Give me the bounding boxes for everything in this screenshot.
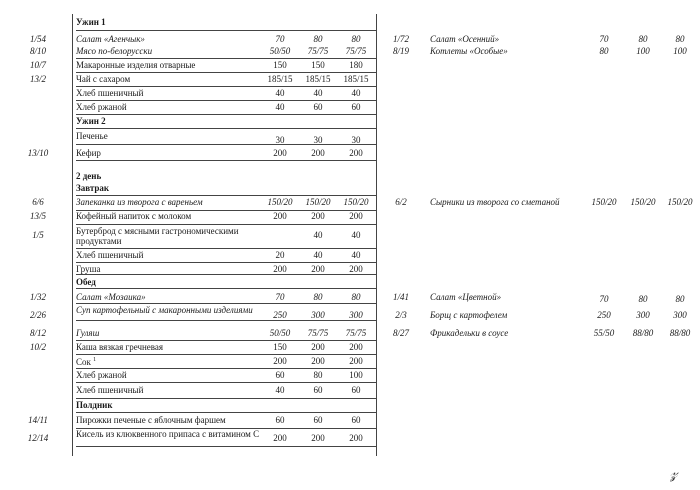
portion-value: 200 bbox=[311, 264, 325, 274]
alt-portion-value: 70 bbox=[599, 34, 609, 44]
recipe-code: 8/10 bbox=[29, 46, 46, 56]
portion-value: 70 bbox=[275, 292, 285, 302]
alt-dish-name: Салат «Цветной» bbox=[430, 292, 502, 302]
rule bbox=[76, 100, 376, 101]
portion-value: 250 bbox=[273, 310, 287, 320]
portion-value: 75/75 bbox=[345, 328, 367, 338]
recipe-code: 6/6 bbox=[32, 197, 44, 207]
alt-dish-name: Салат «Осенний» bbox=[430, 34, 500, 44]
alt-portion-value: 88/80 bbox=[632, 328, 654, 338]
alt-dish-name: Котлеты «Особые» bbox=[430, 46, 508, 56]
dish-name: Гуляш bbox=[76, 328, 100, 338]
portion-value: 60 bbox=[275, 370, 285, 380]
portion-value: 150 bbox=[311, 60, 325, 70]
alt-portion-value: 80 bbox=[638, 34, 648, 44]
rule bbox=[76, 160, 376, 161]
portion-value: 200 bbox=[273, 356, 287, 366]
portion-value: 30 bbox=[275, 135, 285, 145]
rule bbox=[76, 128, 376, 129]
portion-value: 100 bbox=[349, 370, 363, 380]
portion-value: 30 bbox=[351, 135, 361, 145]
portion-value: 200 bbox=[311, 148, 325, 158]
portion-value: 70 bbox=[275, 34, 285, 44]
alt-portion-value: 88/80 bbox=[669, 328, 691, 338]
dish-name bbox=[76, 357, 261, 367]
dish-name: Макаронные изделия отварные bbox=[76, 60, 196, 70]
rule bbox=[76, 262, 376, 263]
recipe-code: 13/5 bbox=[29, 211, 46, 221]
portion-value: 150/20 bbox=[267, 197, 293, 207]
dish-name: Салат «Агенчык» bbox=[76, 34, 145, 44]
dish-name: Бутерброд с мясными гастрономическими продуктами bbox=[76, 226, 239, 246]
alt-portion-value: 70 bbox=[599, 294, 609, 304]
portion-value: 40 bbox=[351, 88, 361, 98]
portion-value: 40 bbox=[313, 230, 323, 240]
dish-name: Салат «Мозаика» bbox=[76, 292, 146, 302]
dish-name-text: Сок bbox=[76, 357, 91, 367]
portion-value: 200 bbox=[349, 356, 363, 366]
dish-name: Пирожки печеные с яблочным фаршем bbox=[76, 415, 226, 425]
dish-name: Кисель из клюквенного припаса с витамином С bbox=[76, 429, 260, 439]
alt-recipe-code: 6/2 bbox=[395, 197, 407, 207]
recipe-code: 10/7 bbox=[29, 60, 46, 70]
recipe-code: 13/10 bbox=[27, 148, 49, 158]
alt-portion-value: 300 bbox=[636, 310, 650, 320]
portion-value: 185/15 bbox=[343, 74, 369, 84]
section-title: Полдник bbox=[76, 400, 113, 410]
alt-portion-value: 150/20 bbox=[630, 197, 656, 207]
rule bbox=[76, 86, 376, 87]
rule bbox=[76, 30, 376, 31]
recipe-code: 1/32 bbox=[29, 292, 46, 302]
alt-dish-name: Фрикадельки в соусе bbox=[430, 328, 509, 338]
alt-recipe-code: 1/41 bbox=[392, 292, 409, 302]
portion-value: 60 bbox=[313, 415, 323, 425]
rule bbox=[76, 248, 376, 249]
alt-portion-value: 150/20 bbox=[667, 197, 693, 207]
alt-dish-name: Борщ с картофелем bbox=[430, 310, 508, 320]
alt-recipe-code: 8/27 bbox=[392, 328, 409, 338]
portion-value: 60 bbox=[351, 385, 361, 395]
portion-value: 200 bbox=[311, 342, 325, 352]
alt-recipe-code: 1/72 bbox=[392, 34, 409, 44]
alt-portion-value: 100 bbox=[636, 46, 650, 56]
recipe-code: 14/11 bbox=[28, 415, 48, 425]
portion-value: 80 bbox=[351, 292, 361, 302]
alt-dish-name: Сырники из творога со сметаной bbox=[430, 197, 560, 207]
portion-value: 200 bbox=[273, 433, 287, 443]
rule bbox=[76, 303, 376, 304]
portion-value: 200 bbox=[273, 148, 287, 158]
portion-value: 200 bbox=[349, 342, 363, 352]
portion-value: 80 bbox=[313, 370, 323, 380]
portion-value: 60 bbox=[313, 385, 323, 395]
dish-name: Чай с сахаром bbox=[76, 74, 131, 84]
portion-value: 200 bbox=[273, 264, 287, 274]
recipe-code: 10/2 bbox=[29, 342, 46, 352]
rule bbox=[76, 382, 376, 383]
rule bbox=[76, 224, 376, 225]
alt-portion-value: 80 bbox=[599, 46, 609, 56]
portion-value: 200 bbox=[349, 433, 363, 443]
rule bbox=[76, 320, 376, 321]
portion-value: 40 bbox=[275, 102, 285, 112]
rule bbox=[76, 446, 376, 447]
alt-recipe-code: 8/19 bbox=[392, 46, 409, 56]
dish-name: Хлеб пшеничный bbox=[76, 250, 144, 260]
recipe-code: 13/2 bbox=[29, 74, 46, 84]
recipe-code: 2/26 bbox=[29, 310, 46, 320]
rule bbox=[76, 340, 376, 341]
portion-value: 75/75 bbox=[345, 46, 367, 56]
portion-value: 200 bbox=[349, 264, 363, 274]
portion-value: 20 bbox=[275, 250, 285, 260]
rule bbox=[76, 72, 376, 73]
dish-name: Груша bbox=[76, 264, 101, 274]
portion-value: 75/75 bbox=[307, 46, 329, 56]
rule bbox=[76, 58, 376, 59]
portion-value: 60 bbox=[351, 415, 361, 425]
recipe-code: 1/54 bbox=[29, 34, 46, 44]
portion-value: 300 bbox=[349, 310, 363, 320]
portion-value: 50/50 bbox=[269, 46, 291, 56]
alt-portion-value: 80 bbox=[675, 294, 685, 304]
column-divider bbox=[72, 14, 73, 456]
dish-name: Хлеб ржаной bbox=[76, 370, 127, 380]
section-title: Ужин 1 bbox=[76, 17, 106, 27]
rule bbox=[76, 398, 376, 399]
alt-portion-value: 300 bbox=[673, 310, 687, 320]
portion-value: 185/15 bbox=[267, 74, 293, 84]
portion-value: 40 bbox=[275, 88, 285, 98]
portion-value: 200 bbox=[311, 211, 325, 221]
portion-value: 30 bbox=[313, 135, 323, 145]
portion-value: 150 bbox=[273, 60, 287, 70]
alt-portion-value: 80 bbox=[675, 34, 685, 44]
alt-portion-value: 150/20 bbox=[591, 197, 617, 207]
dish-name: Хлеб пшеничный bbox=[76, 88, 144, 98]
column-divider bbox=[376, 14, 377, 456]
day-title: 2 день bbox=[76, 171, 102, 181]
rule bbox=[76, 195, 376, 196]
rule bbox=[76, 354, 376, 355]
portion-value: 180 bbox=[349, 60, 363, 70]
portion-value: 40 bbox=[351, 250, 361, 260]
alt-recipe-code: 2/3 bbox=[395, 310, 407, 320]
portion-value: 150 bbox=[273, 342, 287, 352]
section-title: Обед bbox=[76, 277, 96, 287]
dish-name: Хлеб ржаной bbox=[76, 102, 127, 112]
portion-value: 40 bbox=[351, 230, 361, 240]
section-title: Ужин 2 bbox=[76, 116, 106, 126]
portion-value: 200 bbox=[349, 211, 363, 221]
rule bbox=[76, 114, 376, 115]
dish-name: Мясо по-белорусски bbox=[76, 46, 153, 56]
recipe-code: 8/12 bbox=[29, 328, 46, 338]
portion-value: 200 bbox=[311, 356, 325, 366]
dish-name: Суп картофельный с макаронными изделиями bbox=[76, 305, 253, 315]
dish-name: Кофейный напиток с молоком bbox=[76, 211, 192, 221]
portion-value: 150/20 bbox=[343, 197, 369, 207]
rule bbox=[76, 412, 376, 413]
alt-portion-value: 250 bbox=[597, 310, 611, 320]
dish-name: Печенье bbox=[76, 131, 108, 141]
rule bbox=[76, 288, 376, 289]
portion-value: 60 bbox=[313, 102, 323, 112]
portion-value: 200 bbox=[273, 211, 287, 221]
rule bbox=[76, 274, 376, 275]
portion-value: 40 bbox=[313, 250, 323, 260]
portion-value: 300 bbox=[311, 310, 325, 320]
dish-name: Хлеб пшеничный bbox=[76, 385, 144, 395]
dish-name: Кефир bbox=[76, 148, 101, 158]
alt-portion-value: 55/50 bbox=[593, 328, 615, 338]
portion-value: 60 bbox=[275, 415, 285, 425]
portion-value: 200 bbox=[349, 148, 363, 158]
alt-portion-value: 80 bbox=[638, 294, 648, 304]
portion-value: 80 bbox=[313, 34, 323, 44]
recipe-code: 12/14 bbox=[27, 433, 49, 443]
portion-value: 185/15 bbox=[305, 74, 331, 84]
dish-name: Запеканка из творога с вареньем bbox=[76, 197, 203, 207]
alt-portion-value: 100 bbox=[673, 46, 687, 56]
recipe-code: 1/5 bbox=[32, 230, 44, 240]
dish-name: Каша вязкая гречневая bbox=[76, 342, 164, 352]
portion-value: 75/75 bbox=[307, 328, 329, 338]
section-title: Завтрак bbox=[76, 183, 110, 193]
portion-value: 150/20 bbox=[305, 197, 331, 207]
footnote-mark: 1 bbox=[93, 357, 97, 363]
portion-value: 40 bbox=[313, 88, 323, 98]
handwritten-mark: 𝓏 bbox=[670, 465, 678, 482]
portion-value: 60 bbox=[351, 102, 361, 112]
portion-value: 80 bbox=[313, 292, 323, 302]
portion-value: 50/50 bbox=[269, 328, 291, 338]
rule bbox=[76, 368, 376, 369]
portion-value: 80 bbox=[351, 34, 361, 44]
portion-value: 200 bbox=[311, 433, 325, 443]
portion-value: 40 bbox=[275, 385, 285, 395]
